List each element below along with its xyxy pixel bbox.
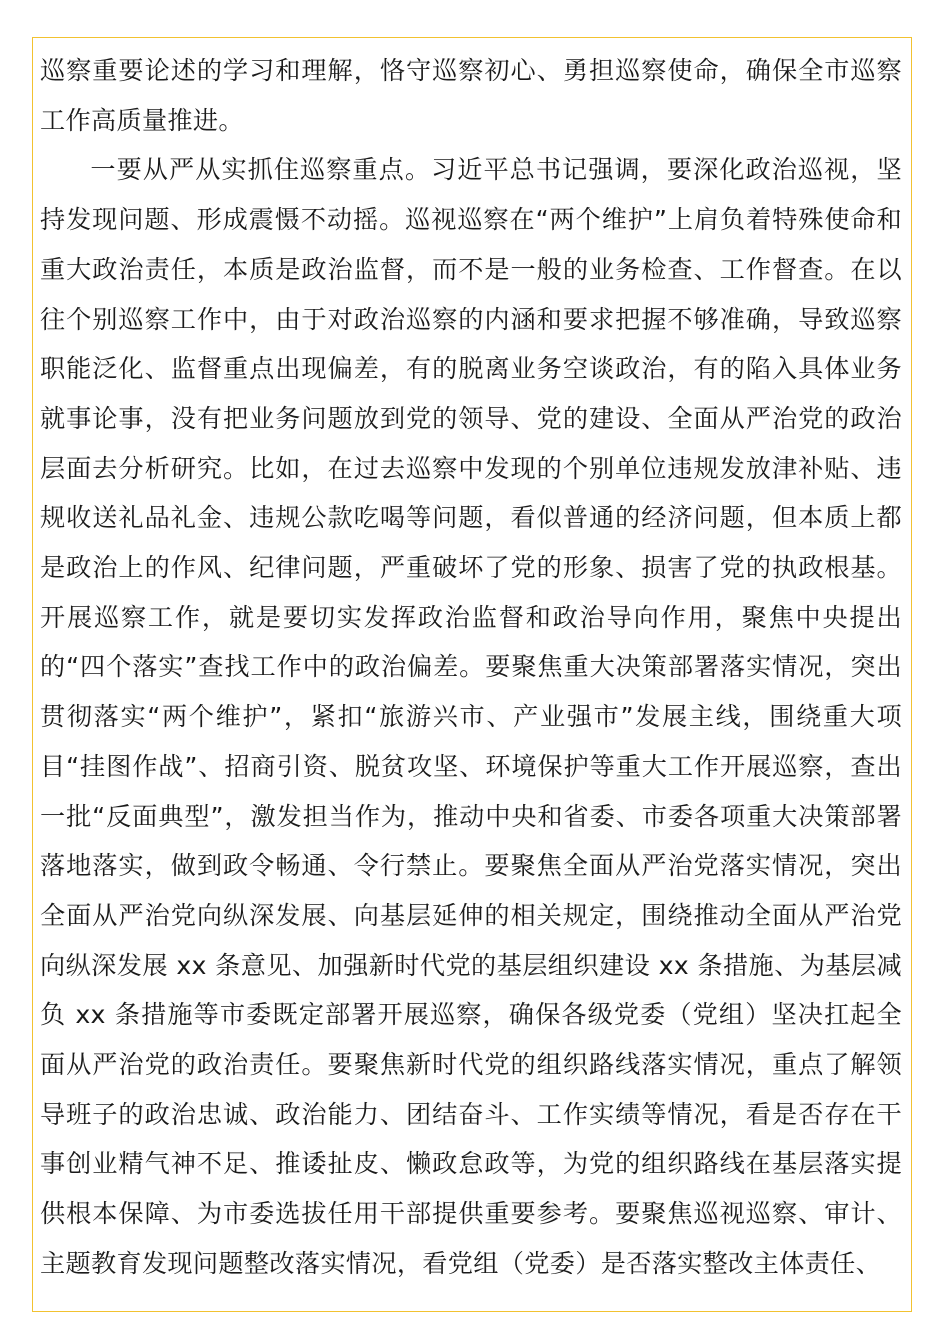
document-body — [40, 46, 902, 1289]
paragraph-inspection-focus: 一要从严从实抓住巡察重点。习近平总书记强调，要深化政治巡视，坚持发现问题、形成震慑不动摇。巡视巡察在“两个维护”上肩负着特殊使命和重大政治责任，本质是政治监督，而不是一般的业务检查、工作督查。在以往个别巡察工作中，由于对政治巡察的内涵和要求把握不够准确，导致巡察职能泛化、监督重点出现偏差，有的脱离业务空谈政治，有的陷入具体业务就事论事，没有把业务问题放到党的领导、党的建设、全面从严治党的政治层面去分析研究。比如，在过去巡察中发现的个别单位违规发放津补贴、违规收送礼品礼金、违规公款吃喝等问题，看似普通的经济问题，但本质上都是政治上的作风、纪律问题，严重破坏了党的形象、损害了党的执政根基。开展巡察工作，就是要切实发挥政治监督和政治导向作用，聚焦中央提出的“四个落实”查找工作中的政治偏差。要聚焦重大决策部署落实情况，突出贯彻落实“两个维护”，紧扣“旅游兴市、产业强市”发展主线，围绕重大项目“挂图作战”、招商引资、脱贫攻坚、环境保护等重大工作开展巡察，查出一批“反面典型”，激发担当作为，推动中央和省委、市委各项重大决策部署落地落实，做到政令畅通、令行禁止。要聚焦全面从严治党落实情况，突出全面从严治党向纵深发展、向基层延伸的相关规定，围绕推动全面从严治党向纵深发展 xx 条意见、加强新时代党的基层组织建设 xx 条措施、为基层减负 xx 条措施等市委既定部署开展巡察，确保各级党委（党组）坚决扛起全面从严治党的政治责任。要聚焦新时代党的组织路线落实情况，重点了解领导班子的政治忠诚、政治能力、团结奋斗、工作实绩等情况，看是否存在干事创业精气神不足、推诿扯皮、懒政怠政等，为党的组织路线在基层落实提供根本保障、为市委选拔任用干部提供重要参考。要聚焦巡视巡察、审计、主题教育发现问题整改落实情况，看党组（党委）是否落实整改主体责任、 — [40, 155, 902, 1278]
paragraph-continuation: 巡察重要论述的学习和理解，恪守巡察初心、勇担巡察使命，确保全市巡察工作高质量推进。 — [40, 56, 902, 135]
